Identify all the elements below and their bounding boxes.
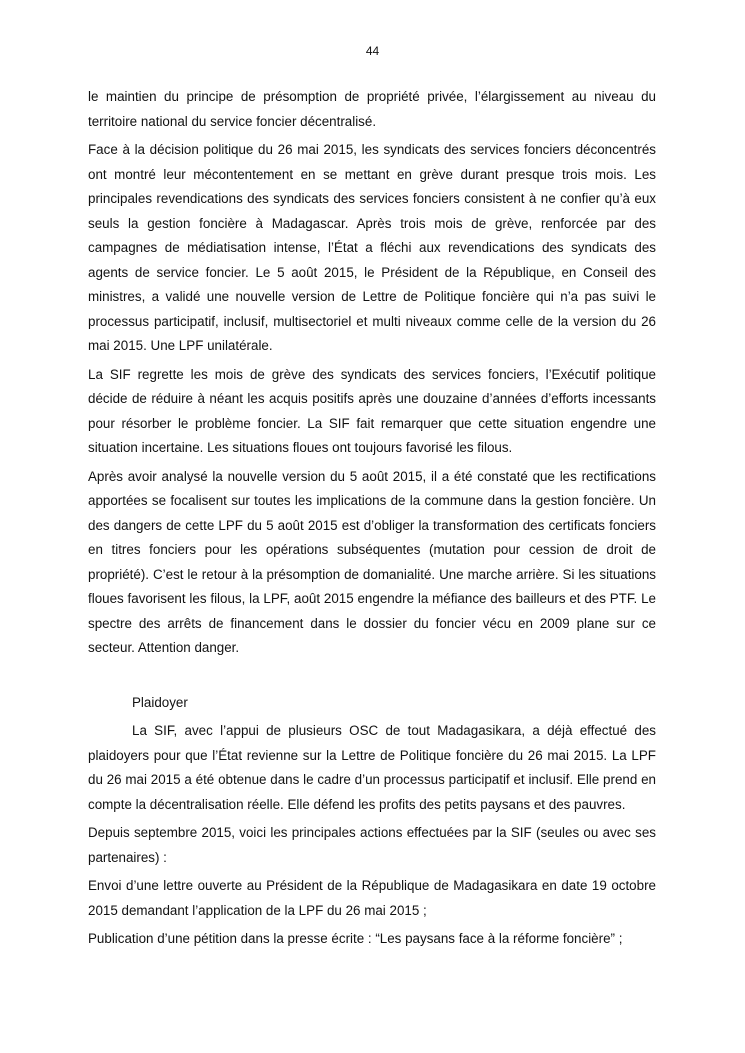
paragraph: Après avoir analysé la nouvelle version du 5 août 2015, il a été constaté que les rectifications apportées se focalisent sur toutes les implications de la commune dans la gestion foncière. Un des dangers de cette LPF du 5 août 2015 est d’obliger la transformation des certificats fonciers en titres fonciers pour les opérations subséquentes (mutation pour cession de droit de propriété). C’est le retour à la présomption de domanialité. Une marche arrière. Si les situations floues favorisent les filous, la LPF, août 2015 engendre la méfiance des bailleurs et des PTF. Le spectre des arrêts de financement dans le dossier du foncier vécu en 2009 plane sur ce secteur. Attention danger. (88, 468, 656, 655)
paragraph: La SIF, avec l’appui de plusieurs OSC de tout Madagasikara, a déjà effectué des plaidoyers pour que l’État revienne sur la Lettre de Politique foncière du 26 mai 2015. La LPF du 26 mai 2015 a été obtenue dans le cadre d’un processus participatif et inclusif. Elle prend en compte la décentralisation réelle. Elle défend les profits des petits paysans et des pauvres. (88, 723, 656, 812)
paragraph: Face à la décision politique du 26 mai 2015, les syndicats des services fonciers déconcentrés ont montré leur mécontentement en se mettant en grève durant presque trois mois. Les principales revendications des syndicats des services fonciers consistent à ne confier qu’à eux seuls la gestion foncière à Madagascar. Après trois mois de grève, renforcée par des campagnes de médiatisation intense, l’État a fléchi aux revendications des syndicats des agents de service foncier. Le 5 août 2015, le Président de la République, en Conseil des ministres, a validé une nouvelle version de Lettre de Politique foncière qui n’a pas suivi le processus participatif, inclusif, multisectoriel et multi niveaux comme celle de la version du 26 mai 2015. Une LPF unilatérale. (88, 142, 656, 353)
paragraph: le maintien du principe de présomption de propriété privée, l’élargissement au niveau du territoire national du service foncier décentralisé. (88, 89, 656, 129)
list-item: Envoi d’une lettre ouverte au Président de la République de Madagasikara en date 19 octobre 2015 demandant l’application de la LPF du 26 mai 2015 ; (88, 878, 656, 918)
page-number: 44 (365, 44, 380, 58)
section-heading: Plaidoyer (132, 694, 188, 710)
paragraph: Depuis septembre 2015, voici les principales actions effectuées par la SIF (seules ou avec ses partenaires) : (88, 825, 656, 865)
section-spacer (88, 665, 656, 691)
paragraph: La SIF regrette les mois de grève des syndicats des services fonciers, l’Exécutif politique décide de réduire à néant les acquis positifs après une douzaine d’années d’efforts incessants pour résorber le problème foncier. La SIF fait remarquer que cette situation engendre une situation incertaine. Les situations floues ont toujours favorisé les filous. (88, 366, 656, 455)
document-body (88, 85, 656, 956)
list-item: Publication d’une pétition dans la presse écrite : “Les paysans face à la réforme foncière” ; (88, 931, 623, 946)
